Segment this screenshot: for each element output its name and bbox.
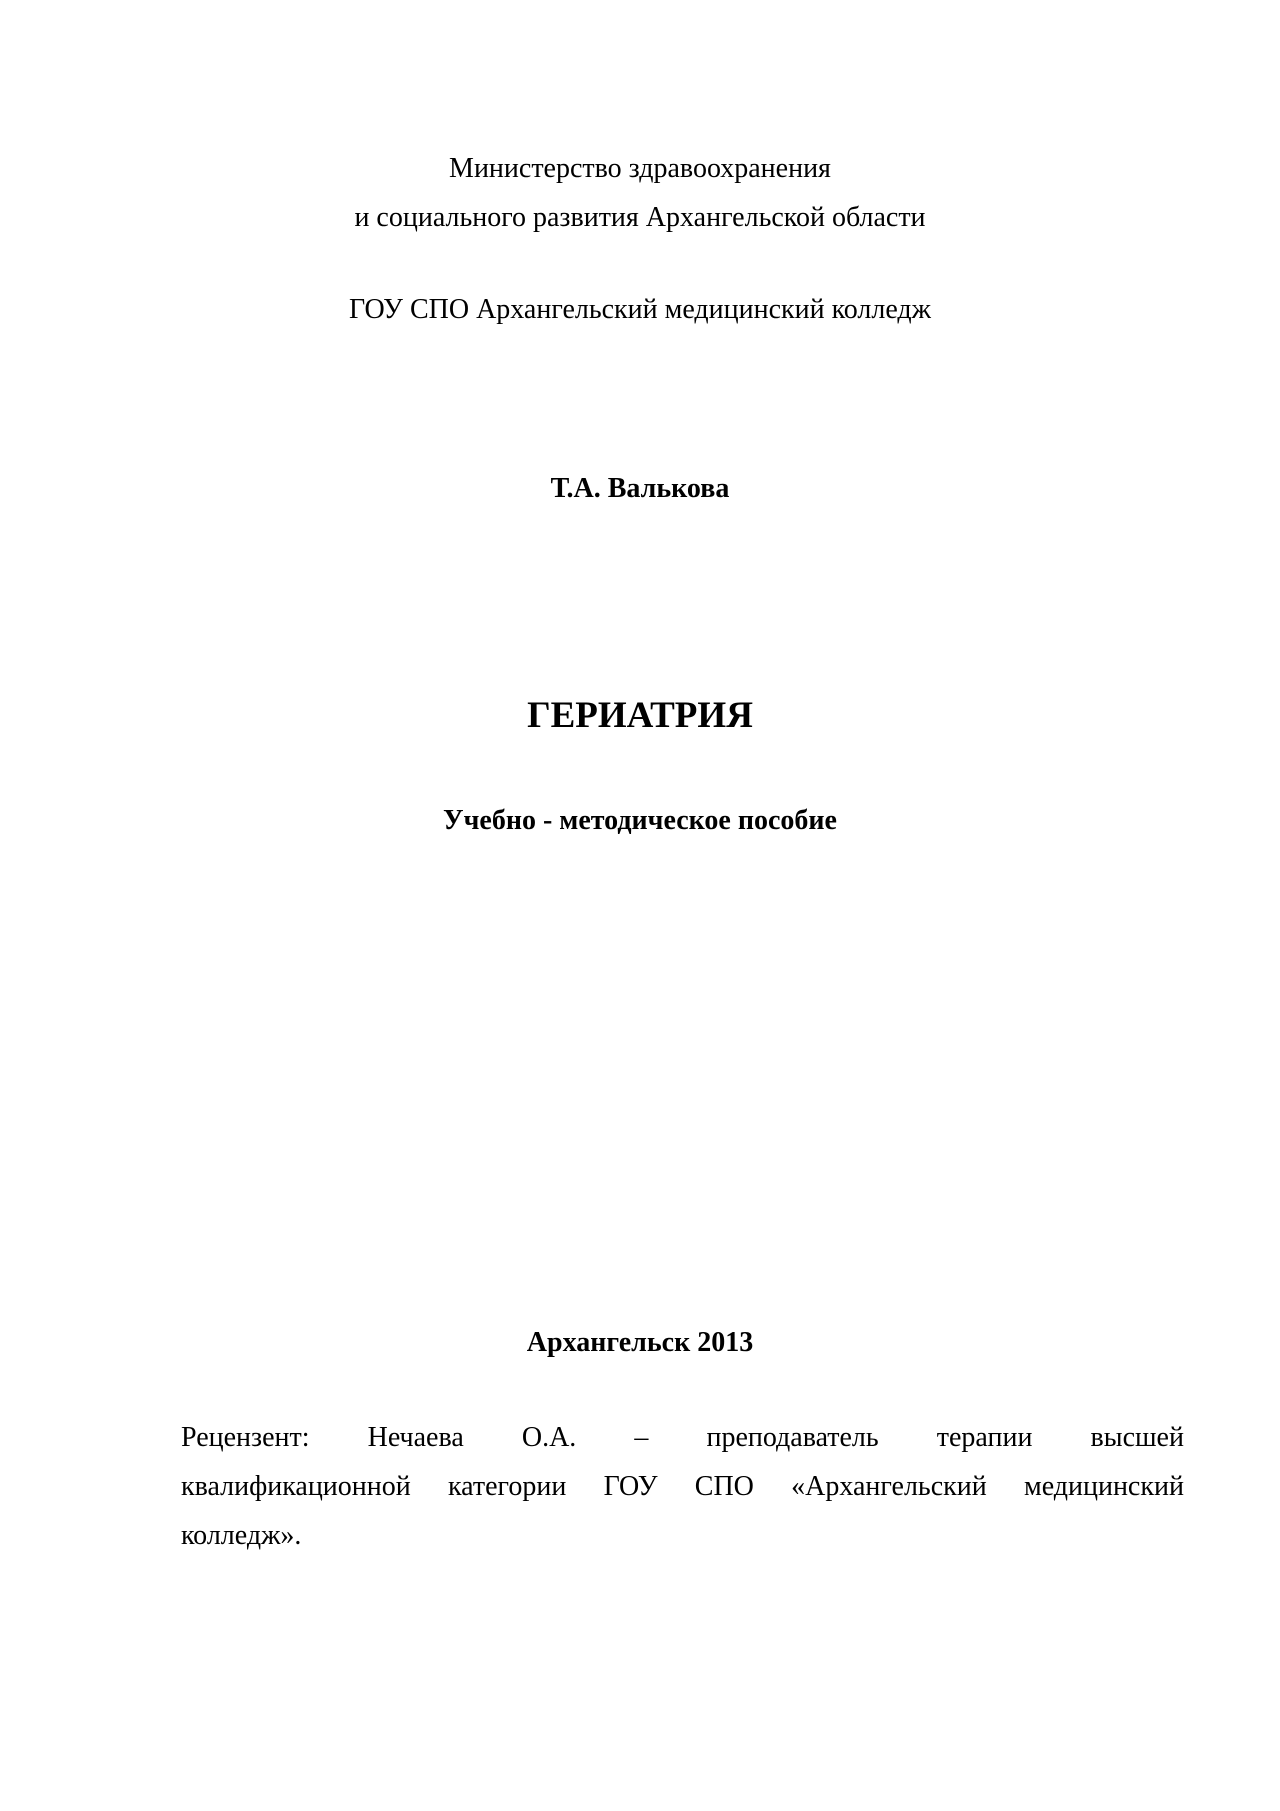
reviewer-word: квалификационной <box>181 1471 411 1502</box>
reviewer-word: высшей <box>1090 1422 1184 1453</box>
reviewer-line-2 <box>181 1462 1184 1511</box>
reviewer-line-1 <box>181 1413 1184 1462</box>
reviewer-word: СПО <box>694 1471 754 1502</box>
document-subtitle: Учебно - методическое пособие <box>443 805 837 836</box>
reviewer-line-3 <box>181 1511 1184 1560</box>
place-year: Архангельск 2013 <box>526 1327 754 1358</box>
reviewer-word: Рецензент: <box>181 1422 310 1453</box>
college-name: ГОУ СПО Архангельский медицинский колледж <box>349 294 931 325</box>
document-title: ГЕРИАТРИЯ <box>527 695 753 736</box>
ministry-line-2: и социального развития Архангельской области <box>354 202 926 233</box>
reviewer-paragraph <box>181 1413 1184 1560</box>
reviewer-word: медицинский <box>1023 1471 1184 1502</box>
reviewer-word: преподаватель <box>706 1422 879 1453</box>
ministry-line-1: Министерство здравоохранения <box>449 153 831 184</box>
reviewer-word: терапии <box>936 1422 1033 1453</box>
reviewer-word: колледж». <box>181 1520 302 1551</box>
reviewer-word: О.А. <box>521 1422 577 1453</box>
reviewer-word: Нечаева <box>367 1422 464 1453</box>
reviewer-word: – <box>634 1422 649 1453</box>
author-name: Т.А. Валькова <box>550 473 730 504</box>
reviewer-word: ГОУ <box>603 1471 658 1502</box>
reviewer-word: «Архангельский <box>791 1471 987 1502</box>
reviewer-word: категории <box>448 1471 567 1502</box>
